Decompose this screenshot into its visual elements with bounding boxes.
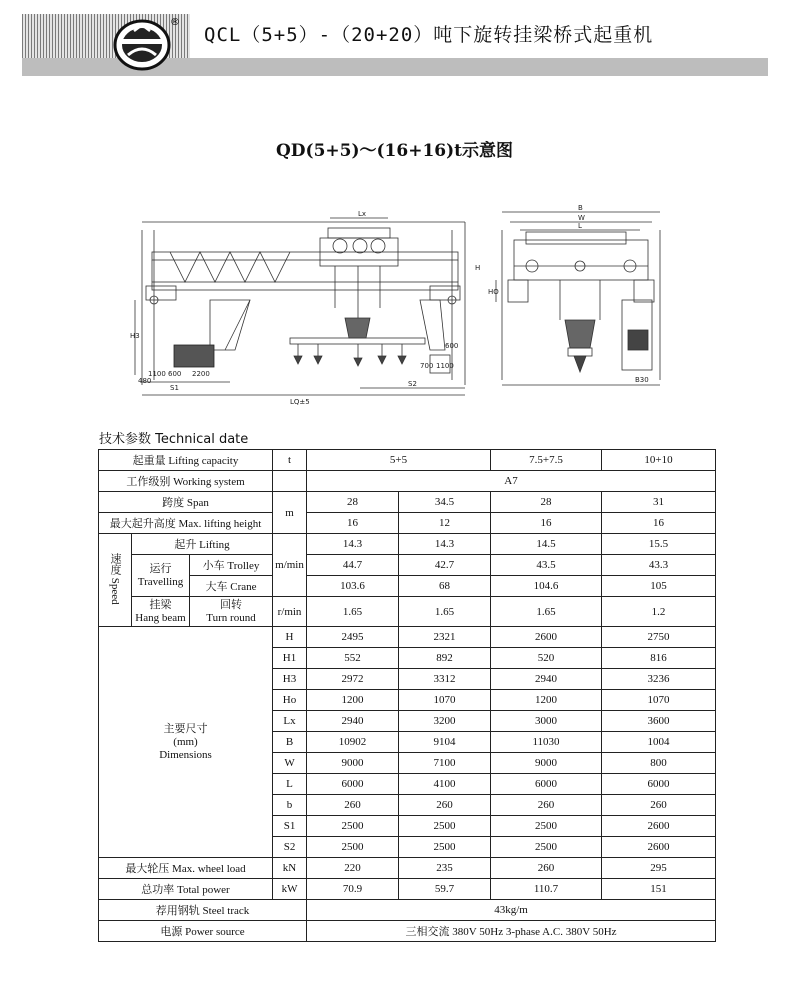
dim-name-cell: b: [273, 795, 307, 816]
row-label-working-system: 工作级别 Working system: [99, 471, 273, 492]
value-cell: 43kg/m: [307, 900, 716, 921]
value-cell: 552: [307, 648, 399, 669]
value-cell: 7.5+7.5: [491, 450, 602, 471]
value-cell: 2500: [399, 837, 491, 858]
value-cell: 1.2: [602, 597, 716, 627]
value-cell: 3312: [399, 669, 491, 690]
dim-s2: S2: [408, 380, 417, 388]
dim-600: 600: [168, 370, 182, 378]
dim-1100: 1100: [148, 370, 166, 378]
value-cell: 7100: [399, 753, 491, 774]
value-cell: 3236: [602, 669, 716, 690]
dim-name-cell: S2: [273, 837, 307, 858]
page-title: QCL（5+5）-（20+20）吨下旋转挂梁桥式起重机: [204, 24, 654, 46]
table-row: [99, 471, 716, 492]
dim-lx: Lx: [358, 210, 367, 218]
value-cell: 1004: [602, 732, 716, 753]
dim-name-cell: H: [273, 627, 307, 648]
value-cell: 6000: [307, 774, 399, 795]
value-cell: 28: [307, 492, 399, 513]
dim-name-cell: Ho: [273, 690, 307, 711]
value-cell: 4100: [399, 774, 491, 795]
dim-600b: 600: [445, 342, 459, 350]
value-cell: 235: [399, 858, 491, 879]
dim-name-cell: S1: [273, 816, 307, 837]
dim-2200: 2200: [192, 370, 210, 378]
row-label-wheel-load: 最大轮压 Max. wheel load: [99, 858, 273, 879]
dim-name-cell: Lx: [273, 711, 307, 732]
value-cell: 16: [602, 513, 716, 534]
dim-lq: LQ±5: [290, 398, 310, 406]
table-row: [99, 921, 716, 942]
dim-1100b: 1100: [436, 362, 454, 370]
value-cell: 31: [602, 492, 716, 513]
value-cell: 220: [307, 858, 399, 879]
value-cell: 16: [491, 513, 602, 534]
table-row: [99, 555, 716, 576]
value-cell: 816: [602, 648, 716, 669]
row-label-travelling: 运行 Travelling: [132, 555, 190, 597]
value-cell: 3600: [602, 711, 716, 732]
unit-cell: m: [273, 492, 307, 534]
table-row: [99, 858, 716, 879]
value-cell: 2750: [602, 627, 716, 648]
table-row: [99, 576, 716, 597]
value-cell: 2600: [602, 816, 716, 837]
value-cell: 14.3: [399, 534, 491, 555]
row-label-crane: 大车 Crane: [190, 576, 273, 597]
row-label-lifting-height: 最大起升高度 Max. lifting height: [99, 513, 273, 534]
value-cell: 16: [307, 513, 399, 534]
dim-b: B: [578, 204, 583, 212]
value-cell: 70.9: [307, 879, 399, 900]
table-row: [99, 597, 716, 625]
dim-830: B30: [635, 376, 649, 384]
dim-name-cell: H3: [273, 669, 307, 690]
dim-h: H: [475, 264, 481, 272]
value-cell: 1200: [307, 690, 399, 711]
diagram-title: QD(5+5)～(16+16)t示意图: [275, 141, 514, 161]
value-cell: 260: [307, 795, 399, 816]
value-cell: 110.7: [491, 879, 602, 900]
value-cell: 1070: [602, 690, 716, 711]
unit-cell: kN: [273, 858, 307, 879]
value-cell: 59.7: [399, 879, 491, 900]
dim-l: L: [578, 222, 582, 230]
value-cell: 1200: [491, 690, 602, 711]
value-cell: 104.6: [491, 576, 602, 597]
table-row: [99, 492, 716, 513]
value-cell: 1.65: [307, 597, 399, 627]
value-cell: A7: [307, 471, 716, 492]
row-label-power-source: 电源 Power source: [99, 921, 307, 942]
value-cell: 2940: [491, 669, 602, 690]
company-logo: [110, 13, 182, 73]
speed-group-label: 速度 Speed: [99, 534, 132, 627]
dim-w: W: [578, 214, 585, 222]
value-cell: 3200: [399, 711, 491, 732]
dim-name-cell: W: [273, 753, 307, 774]
side-elevation-view: [488, 204, 660, 385]
value-cell: 68: [399, 576, 491, 597]
dim-name-cell: B: [273, 732, 307, 753]
crane-schematic-drawing: [130, 200, 670, 410]
value-cell: 10+10: [602, 450, 716, 471]
value-cell: 28: [491, 492, 602, 513]
table-row: [99, 900, 716, 921]
value-cell: 5+5: [307, 450, 491, 471]
technical-specs-table: [98, 449, 716, 942]
unit-cell: [273, 471, 307, 492]
value-cell: 800: [602, 753, 716, 774]
dim-700: 700: [420, 362, 434, 370]
value-cell: 34.5: [399, 492, 491, 513]
dim-name-cell: H1: [273, 648, 307, 669]
table-row: [99, 450, 716, 471]
value-cell: 892: [399, 648, 491, 669]
value-cell: 9000: [307, 753, 399, 774]
value-cell: 10902: [307, 732, 399, 753]
value-cell: 2321: [399, 627, 491, 648]
value-cell: 1070: [399, 690, 491, 711]
value-cell: 1.65: [399, 597, 491, 627]
value-cell: 14.5: [491, 534, 602, 555]
value-cell: 14.3: [307, 534, 399, 555]
value-cell: 105: [602, 576, 716, 597]
value-cell: 42.7: [399, 555, 491, 576]
value-cell: 44.7: [307, 555, 399, 576]
value-cell: 260: [491, 858, 602, 879]
dim-name-cell: L: [273, 774, 307, 795]
value-cell: 11030: [491, 732, 602, 753]
value-cell: 151: [602, 879, 716, 900]
value-cell: 2500: [307, 816, 399, 837]
value-cell: 2500: [399, 816, 491, 837]
value-cell: 6000: [491, 774, 602, 795]
dim-s1: S1: [170, 384, 179, 392]
value-cell: 520: [491, 648, 602, 669]
dimensions-group-label: 主要尺寸 (mm) Dimensions: [99, 627, 273, 858]
row-label-span: 跨度 Span: [99, 492, 273, 513]
row-label-steel-track: 荐用钢轨 Steel track: [99, 900, 307, 921]
unit-cell: m/min: [273, 534, 307, 597]
table-row: [99, 534, 716, 555]
row-label-turn-round: 回转 Turn round: [190, 597, 273, 627]
row-label-hang-beam: 挂梁 Hang beam: [132, 597, 190, 627]
value-cell: 295: [602, 858, 716, 879]
value-cell: 6000: [602, 774, 716, 795]
value-cell: 103.6: [307, 576, 399, 597]
value-cell: 260: [399, 795, 491, 816]
value-cell: 2972: [307, 669, 399, 690]
value-cell: 9104: [399, 732, 491, 753]
table-row: [99, 513, 716, 534]
value-cell: 43.5: [491, 555, 602, 576]
row-label-total-power: 总功率 Total power: [99, 879, 273, 900]
value-cell: 12: [399, 513, 491, 534]
value-cell: 1.65: [491, 597, 602, 627]
row-label-lifting: 起升 Lifting: [132, 534, 273, 555]
value-cell: 43.3: [602, 555, 716, 576]
table-row: [99, 879, 716, 900]
value-cell: 2600: [491, 627, 602, 648]
unit-cell: kW: [273, 879, 307, 900]
value-cell: 260: [602, 795, 716, 816]
value-cell: 2600: [602, 837, 716, 858]
front-elevation-view: [130, 210, 480, 406]
value-cell: 15.5: [602, 534, 716, 555]
value-cell: 2495: [307, 627, 399, 648]
dim-480: 480: [138, 377, 152, 385]
value-cell: 2500: [491, 837, 602, 858]
value-cell: 3000: [491, 711, 602, 732]
table-row: [99, 627, 716, 648]
registered-mark: ®: [170, 17, 180, 28]
value-cell: 260: [491, 795, 602, 816]
value-cell: 2500: [491, 816, 602, 837]
row-label-trolley: 小车 Trolley: [190, 555, 273, 576]
value-cell: 9000: [491, 753, 602, 774]
row-label-capacity: 起重量 Lifting capacity: [99, 450, 273, 471]
dim-h3: H3: [130, 332, 140, 340]
table-caption: 技术参数 Technical date: [99, 432, 249, 447]
dim-ho: HO: [488, 288, 499, 296]
unit-cell: t: [273, 450, 307, 471]
value-cell: 2500: [307, 837, 399, 858]
unit-cell: r/min: [273, 597, 307, 627]
value-cell: 三相交流 380V 50Hz 3-phase A.C. 380V 50Hz: [307, 921, 716, 942]
value-cell: 2940: [307, 711, 399, 732]
